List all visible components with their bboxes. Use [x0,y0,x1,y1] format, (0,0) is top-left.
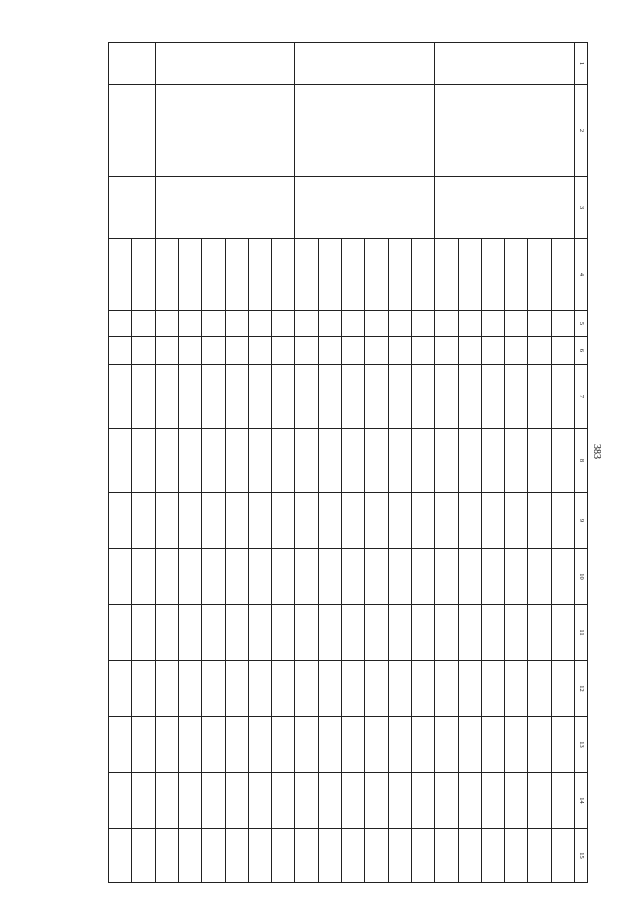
table-body [109,43,575,883]
amount-cell [411,493,434,549]
amount-cell [109,661,132,717]
column-number: 14 [575,773,588,829]
funding-source [388,239,411,311]
grbs-code [342,311,365,337]
funding-source [481,239,504,311]
funding-source [178,239,201,311]
column-number: 6 [575,337,588,365]
amount-cell [411,549,434,605]
amount-cell [528,493,551,549]
amount-cell [365,493,388,549]
amount-cell [411,605,434,661]
grbs-code [365,311,388,337]
amount-cell [458,605,481,661]
csr-code [295,365,318,429]
amount-cell [178,773,201,829]
table-row [272,43,295,883]
rz-pr-code [458,337,481,365]
amount-cell [155,717,178,773]
amount-cell [435,605,458,661]
csr-code [202,365,225,429]
amount-cell [248,661,271,717]
csr-code [132,365,155,429]
amount-cell [435,773,458,829]
column-number: 11 [575,605,588,661]
grbs-code [132,311,155,337]
amount-cell [411,661,434,717]
grbs-code [272,311,295,337]
amount-cell [225,493,248,549]
amount-cell [295,773,318,829]
amount-cell [505,661,528,717]
csr-code [435,365,458,429]
rz-pr-code [528,337,551,365]
funding-source [272,239,295,311]
amount-cell [365,717,388,773]
amount-cell [248,493,271,549]
amount-cell [109,493,132,549]
rz-pr-code [109,337,132,365]
grbs-code [528,311,551,337]
amount-cell [272,773,295,829]
section-number [295,43,435,85]
amount-cell [388,549,411,605]
responsible-executor [109,177,156,239]
amount-cell [481,717,504,773]
amount-cell [132,549,155,605]
funding-source [458,239,481,311]
amount-cell [551,429,574,493]
amount-cell [248,429,271,493]
amount-cell [248,829,271,883]
amount-cell [109,429,132,493]
amount-cell [202,661,225,717]
rz-pr-code [411,337,434,365]
amount-cell [411,429,434,493]
rz-pr-code [272,337,295,365]
amount-cell [458,549,481,605]
amount-cell [365,429,388,493]
rz-pr-code [481,337,504,365]
section-title [295,85,435,177]
amount-cell [318,549,341,605]
csr-code [528,365,551,429]
amount-cell [551,717,574,773]
amount-cell [248,605,271,661]
column-number: 15 [575,829,588,883]
amount-cell [481,549,504,605]
amount-cell [528,429,551,493]
amount-cell [202,829,225,883]
amount-cell [481,829,504,883]
rz-pr-code [248,337,271,365]
amount-cell [458,829,481,883]
column-number: 8 [575,429,588,493]
amount-cell [388,493,411,549]
grbs-code [458,311,481,337]
rz-pr-code [435,337,458,365]
amount-cell [528,773,551,829]
amount-cell [178,549,201,605]
budget-table [108,42,588,883]
csr-code [178,365,201,429]
funding-source [155,239,178,311]
column-number: 3 [575,177,588,239]
csr-code [248,365,271,429]
grbs-code [435,311,458,337]
amount-cell [505,493,528,549]
amount-cell [528,549,551,605]
grbs-code [411,311,434,337]
amount-cell [155,429,178,493]
csr-code [342,365,365,429]
responsible-executor [295,177,435,239]
amount-cell [272,605,295,661]
amount-cell [318,661,341,717]
table-row [551,43,574,883]
amount-cell [248,717,271,773]
amount-cell [272,829,295,883]
grbs-code [225,311,248,337]
amount-cell [365,661,388,717]
amount-cell [295,829,318,883]
amount-cell [318,429,341,493]
amount-cell [458,773,481,829]
amount-cell [318,493,341,549]
column-number: 7 [575,365,588,429]
amount-cell [435,661,458,717]
amount-cell [202,493,225,549]
amount-cell [411,829,434,883]
csr-code [155,365,178,429]
amount-cell [132,605,155,661]
grbs-code [178,311,201,337]
table-row [411,43,434,883]
amount-cell [155,549,178,605]
amount-cell [342,605,365,661]
amount-cell [248,549,271,605]
amount-cell [528,605,551,661]
amount-cell [388,717,411,773]
funding-source [248,239,271,311]
amount-cell [318,605,341,661]
amount-cell [551,661,574,717]
amount-cell [318,829,341,883]
amount-cell [225,661,248,717]
csr-code [365,365,388,429]
funding-source [411,239,434,311]
funding-source [505,239,528,311]
rz-pr-code [295,337,318,365]
funding-source [342,239,365,311]
amount-cell [202,429,225,493]
column-number: 5 [575,311,588,337]
amount-cell [388,829,411,883]
amount-cell [505,773,528,829]
section-title [435,85,575,177]
amount-cell [295,661,318,717]
amount-cell [202,605,225,661]
amount-cell [178,661,201,717]
amount-cell [155,493,178,549]
amount-cell [225,549,248,605]
grbs-code [318,311,341,337]
amount-cell [551,773,574,829]
amount-cell [411,773,434,829]
csr-code [505,365,528,429]
amount-cell [132,717,155,773]
amount-cell [132,773,155,829]
grbs-code [202,311,225,337]
amount-cell [551,829,574,883]
csr-code [318,365,341,429]
section-title [155,85,295,177]
amount-cell [528,717,551,773]
amount-cell [458,493,481,549]
amount-cell [295,429,318,493]
funding-source [295,239,318,311]
amount-cell [342,829,365,883]
section-number [155,43,295,85]
grbs-code [248,311,271,337]
responsible-executor [435,177,575,239]
amount-cell [132,829,155,883]
amount-cell [505,429,528,493]
csr-code [481,365,504,429]
grbs-code [481,311,504,337]
amount-cell [178,605,201,661]
rz-pr-code [225,337,248,365]
amount-cell [109,717,132,773]
amount-cell [458,717,481,773]
amount-cell [365,773,388,829]
amount-cell [109,605,132,661]
column-number: 10 [575,549,588,605]
rz-pr-code [318,337,341,365]
column-number: 4 [575,239,588,311]
amount-cell [365,829,388,883]
amount-cell [225,773,248,829]
amount-cell [178,493,201,549]
amount-cell [178,429,201,493]
amount-cell [202,773,225,829]
csr-code [109,365,132,429]
amount-cell [435,717,458,773]
amount-cell [365,605,388,661]
grbs-code [109,311,132,337]
amount-cell [132,661,155,717]
funding-source [225,239,248,311]
amount-cell [481,605,504,661]
amount-cell [272,429,295,493]
amount-cell [528,661,551,717]
rz-pr-code [155,337,178,365]
amount-cell [388,661,411,717]
column-number: 13 [575,717,588,773]
column-number-row [575,43,588,883]
amount-cell [248,773,271,829]
amount-cell [505,549,528,605]
csr-code [225,365,248,429]
table-row [132,43,155,883]
amount-cell [295,717,318,773]
amount-cell [435,429,458,493]
funding-source [435,239,458,311]
amount-cell [481,773,504,829]
grbs-code [295,311,318,337]
column-number: 1 [575,43,588,85]
amount-cell [132,429,155,493]
rz-pr-code [388,337,411,365]
amount-cell [435,549,458,605]
amount-cell [318,773,341,829]
column-number: 2 [575,85,588,177]
amount-cell [505,717,528,773]
grbs-code [505,311,528,337]
amount-cell [342,773,365,829]
funding-source [365,239,388,311]
amount-cell [342,493,365,549]
amount-cell [551,493,574,549]
rz-pr-code [342,337,365,365]
amount-cell [272,493,295,549]
amount-cell [481,661,504,717]
page-number: 383 [591,444,602,459]
amount-cell [272,549,295,605]
rz-pr-code [505,337,528,365]
amount-cell [295,549,318,605]
amount-cell [295,493,318,549]
amount-cell [109,549,132,605]
amount-cell [342,661,365,717]
amount-cell [272,717,295,773]
section-title [109,85,156,177]
amount-cell [109,773,132,829]
column-number: 12 [575,661,588,717]
column-number: 9 [575,493,588,549]
csr-code [272,365,295,429]
amount-cell [551,605,574,661]
amount-cell [528,829,551,883]
amount-cell [505,829,528,883]
amount-cell [202,717,225,773]
amount-cell [342,549,365,605]
responsible-executor [155,177,295,239]
amount-cell [365,549,388,605]
grbs-code [155,311,178,337]
amount-cell [155,773,178,829]
csr-code [388,365,411,429]
amount-cell [505,605,528,661]
funding-source [202,239,225,311]
funding-source [132,239,155,311]
funding-source [109,239,132,311]
amount-cell [109,829,132,883]
amount-cell [225,429,248,493]
grbs-code [388,311,411,337]
amount-cell [225,605,248,661]
csr-code [411,365,434,429]
amount-cell [295,605,318,661]
rz-pr-code [365,337,388,365]
amount-cell [435,493,458,549]
amount-cell [458,661,481,717]
amount-cell [225,717,248,773]
rz-pr-code [132,337,155,365]
amount-cell [132,493,155,549]
amount-cell [435,829,458,883]
amount-cell [155,829,178,883]
amount-cell [318,717,341,773]
amount-cell [551,549,574,605]
amount-cell [178,717,201,773]
amount-cell [202,549,225,605]
funding-source [528,239,551,311]
amount-cell [481,493,504,549]
csr-code [551,365,574,429]
rz-pr-code [202,337,225,365]
amount-cell [272,661,295,717]
grbs-code [551,311,574,337]
amount-cell [481,429,504,493]
amount-cell [225,829,248,883]
rz-pr-code [551,337,574,365]
amount-cell [458,429,481,493]
amount-cell [342,717,365,773]
rz-pr-code [178,337,201,365]
amount-cell [178,829,201,883]
amount-cell [342,429,365,493]
amount-cell [388,429,411,493]
section-number [109,43,156,85]
amount-cell [411,717,434,773]
amount-cell [388,773,411,829]
funding-source [318,239,341,311]
csr-code [458,365,481,429]
section-number [435,43,575,85]
table-wrapper [108,42,588,882]
amount-cell [155,605,178,661]
amount-cell [388,605,411,661]
amount-cell [155,661,178,717]
funding-source [551,239,574,311]
